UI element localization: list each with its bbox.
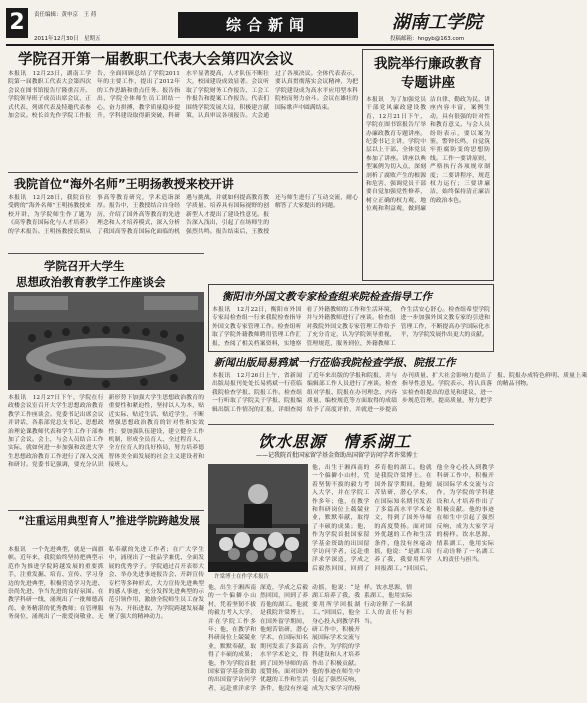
speaker-photo-graphic [208, 464, 308, 572]
article4-body: 本报讯 12月27日下午，学院在行政楼会议室召开大学生思想政治教育教学工作座谈会。党委书记出席会议并讲话，各系部党总支书记、思想政治理论课教师代表和学生工作干部参加了会议。会上，与会人员结合工作实际，就如何进一步加强和改进大学生思想政治教育工作进行了深入交流和研讨。党委书记强调，要充分认识新形势下加强大学生思想政治教育的重要性和紧迫性，坚持以人为本，贴近实际、贴近生活、贴近学生，不断增强思想政治教育的针对性和实效性；要加强队伍建设，建立健全工作机制，形成全员育人、全过程育人、全方位育人的良好格局，努力培养德智体美全面发展的社会主义建设者和接班人。 [8, 395, 204, 469]
meeting-photo-graphic [8, 292, 204, 390]
masthead [0, 0, 500, 45]
article1-body: 本报讯 12月23日，湖南工学院第一届教职工代表大会第四次会议在图书馆报告厅隆重召开。学院领导班子成员出席会议，正式代表、列席代表及特邀代表参加会议。校长首先作学院工作报告，全面回顾总结了学院2011年的主要工作，提出了2012年的工作思路和重点任务。报告指出，学院全体师生员工团结一心，奋力拼搏，教学质量稳步提升，学科建设取得新突破，科研水平显著提高，人才队伍不断壮大，校园建设成效显著。会议听取了学院财务工作报告、工会工作报告和提案工作报告。代表们围绕学院发展大局，积极建言献策，认真审议各项报告。大会通过了各项决议。全体代表表示，要认真贯彻落实会议精神，为把学院建设成为高水平应用型本科院校而努力奋斗。会议在雄壮的国际歌声中圆满结束。 [8, 71, 358, 119]
date-line: 2011年12月30日 星期五 [34, 36, 101, 42]
speaker-photo-caption: 许棠博士在作学术报告 [214, 574, 270, 580]
article3-body: 本报讯 12月28日，我院首位受聘的“海外名师”王明扬教授来校开讲，为学院师生作了题为《高等教育国际化与人才培养》的学术报告。王明扬教授长期从事高等教育研究，学术造诣深厚。报告中，王教授结合自身经历，介绍了国外高等教育的先进理念和人才培养模式，深入分析了我国高等教育国际化面临的机遇与挑战，并就如何提高教育教学质量、培养具有国际视野的创新型人才提出了建设性意见。报告深入浅出，引起了在场师生的强烈共鸣。报告结束后，王教授还与师生进行了互动交流，耐心解答了大家提出的问题。 [8, 195, 358, 235]
page-number: 2 [6, 8, 28, 38]
divider [208, 424, 494, 425]
feature-headline: 饮水思源 情系湖工 [258, 432, 412, 451]
masthead-rule [6, 44, 494, 46]
feature-subhead: ——记我院首批国家留学基金资助出国留学访问学者许棠博士 [256, 452, 419, 459]
article6-body: 本报讯 12月26日上午，省新闻出版局报刊处处长易鸦斌一行莅临我院检查学报、院报工作。检查组一行听取了学院关于学报、院报编辑出版工作情况的汇报，详细查阅了近年来出版的学报和院报，并与编辑部工作人员进行了座谈。检查组对学报、院报在办刊理念、内容质量、编校规范等方面取得的成绩给予了高度评价，并就进一步提高办刊质量、扩大社会影响力提出了指导性意见。学院表示，将认真落实检查组提出的意见和建议，进一步规范管理，提高质量，努力把学报、院报办成特色鲜明、质量上乘的精品刊物。 [212, 373, 587, 413]
article2-headline: 我院举行廉政教育专题讲座 [374, 56, 482, 91]
article4-headline-line1: 学院召开大学生 [44, 259, 125, 273]
divider [8, 510, 204, 511]
article5-body: 本报讯 12月22日，衡阳市外国专家局检查组一行来我院检查指导外国文教专家管理工作。检查组听取了学院外籍教师聘用管理工作汇报，查阅了相关档案资料，实地察看了外籍教师的工作和生活环境，并与外籍教师进行了座谈。检查组对我院外国文教专家管理工作给予了充分肯定，认为学院领导重视，管理规范，服务到位，外籍教师工作生活安心舒心。检查组希望学院进一步加强外国文教专家的引进和管理工作，不断提高办学国际化水平，为学院发展作出更大的贡献。 [212, 307, 490, 347]
article2-body: 本报讯 为了加强党员干部党风廉政建设教育，12月21日下午，学院在图书馆报告厅举办廉政教育专题讲座。纪委书记主讲，学院中层以上干部、全体党员参加了讲座。讲座以典型案例为切入点，深刻剖析了腐败产生的根源和危害，强调党员干部要自觉加强党性修养，树立正确的权力观、地位观和利益观，做到廉洁自律、勤政为民。讲座内容丰富，案例生动，具有很强的针对性和教育意义。与会人员纷纷表示，要以案为鉴，警钟长鸣，自觉筑牢拒腐防变的思想防线。工作一要讲原则，严格执行各项规章制度；二要讲程序，规范权力运行；三要讲廉洁，始终保持清正廉洁的政治本色。 [366, 97, 490, 213]
speaker-photo [208, 464, 308, 572]
newspaper-brand: 湖南工学院 [392, 12, 482, 33]
article7-headline: “注重运用典型育人”推进学院跨越发展 [18, 515, 200, 527]
feature-body-lower-left: 他，出生于湘西南的一个偏僻小山村，凭着坚韧不拔的毅力考入大学，并在学院工作多年；他，在教学和科研岗位上兢兢业业，默默奉献，取得了丰硕的成果；他，作为学院首批国家留学基金资助的出国留学访问学者，远赴重洋求学深造，学成之后毅然回国，回到了养育他的湖工。他就是我院许棠博士。在国外留学期间，他刻苦钻研，潜心学术，在国际知名期刊发表了多篇高水平学术论文，得到了国外导师的高度赞扬。面对国外优越的工作和生活条件，他没有丝毫动摇，他说：“是湖工培养了我，我要用所学回报湖工。”回国后，他全身心投入到教学科研工作中，积极开展国际学术交流与合作，为学院的学科建设和人才培养作出了积极贡献。他的事迹在师生中引起了强烈反响，成为大家学习的榜样。饮水思源，情系湖工，他用实际行动诠释了一名湖工人的责任与担当。 [208, 585, 412, 692]
divider [8, 172, 358, 173]
article5-headline: 衡阳市外国文教专家检查组来院检查指导工作 [222, 291, 432, 303]
article7-body: 本报讯 一个先进典型，就是一面旗帜。近年来，我院始终坚持把典型示范作为推进学院跨越发展的重要抓手，注重发掘、培育、宣传、学习身边的先进典型，积极营造学习先进、崇尚先进、争当先进的良好氛围。在教学科研一线，涌现出了一批师德高尚、业务精湛的优秀教师；在管理服务岗位，涌现出了一批爱岗敬业、无私奉献的先进工作者；在广大学生中，涌现出了一批品学兼优、全面发展的优秀学子。学院通过召开表彰大会、举办先进事迹报告会、开辟宣传专栏等多种形式，大力宣传先进典型的感人事迹，充分发挥先进典型的示范引领作用，激励全院师生员工奋发有为、开拓进取，为学院跨越发展凝聚了强大的精神动力。 [8, 547, 204, 621]
divider [8, 253, 204, 254]
editor-line: 责任编辑：黄申京 王 荷 [34, 12, 97, 18]
feature-body: 他，出生于湘西南的一个偏僻小山村，凭着坚韧不拔的毅力考入大学，并在学院工作多年；他，在教学和科研岗位上兢兢业业，默默奉献，取得了丰硕的成果；他，作为学院首批国家留学基金资助的出国留学访问学者，远赴重洋求学深造，学成之后毅然回国，回到了养育他的湖工。他就是我院许棠博士。在国外留学期间，他刻苦钻研，潜心学术，在国际知名期刊发表了多篇高水平学术论文，得到了国外导师的高度赞扬。面对国外优越的工作和生活条件，他没有丝毫动摇，他说：“是湖工培养了我，我要用所学回报湖工。”回国后，他全身心投入到教学科研工作中，积极开展国际学术交流与合作，为学院的学科建设和人才培养作出了积极贡献。他的事迹在师生中引起了强烈反响，成为大家学习的榜样。饮水思源，情系湖工，他用实际行动诠释了一名湖工人的责任与担当。 [312, 465, 494, 572]
article6-headline: 新闻出版局易鸦斌一行莅临我院检查学报、院报工作 [214, 357, 456, 369]
article3-headline: 我院首位“海外名师”王明扬教授来校开讲 [14, 177, 234, 191]
section-title: 综合新闻 [178, 12, 358, 38]
article4-headline-line2: 思想政治教育教学工作座谈会 [16, 275, 166, 289]
contact-email: 投稿邮箱：hngyb@163.com [390, 36, 465, 42]
article1-headline: 学院召开第一届教职工代表大会第四次会议 [18, 52, 294, 68]
meeting-photo [8, 292, 204, 390]
